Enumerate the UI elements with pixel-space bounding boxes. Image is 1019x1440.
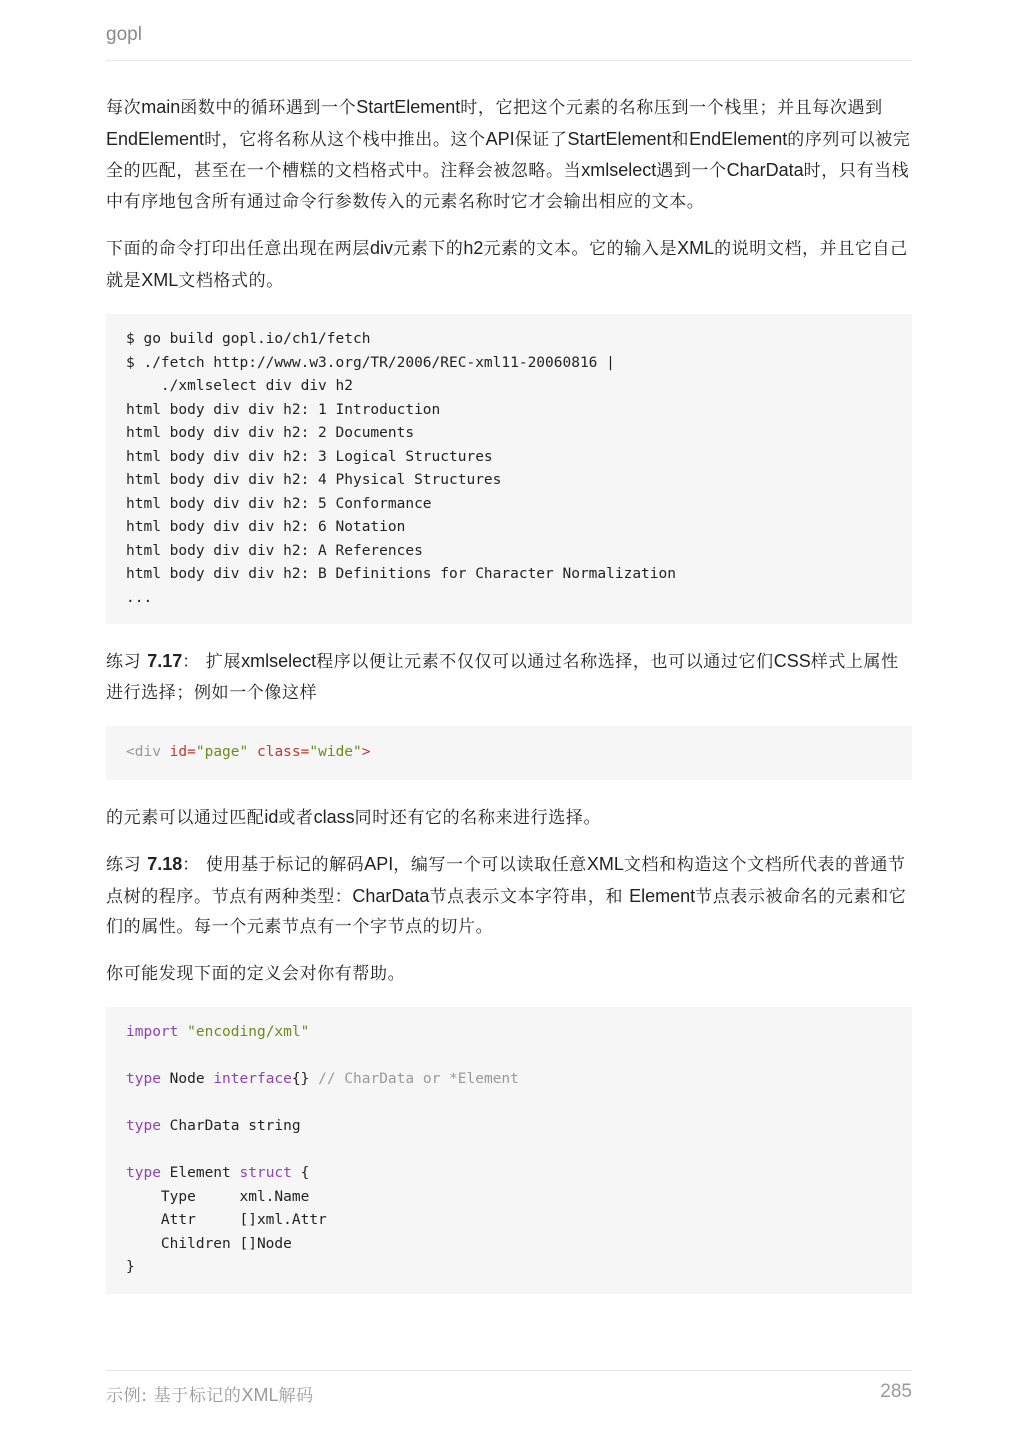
text-run: 的序列可以被完全的匹配，甚至在一个槽糕的文档格式中。注释会被忽略。当 xyxy=(106,129,911,181)
code-block-html-div xyxy=(106,726,912,780)
code-token: > xyxy=(361,744,371,760)
code-line xyxy=(126,1212,327,1228)
code-line xyxy=(126,1165,309,1181)
text-run: 节点表示文本字符串，和 xyxy=(429,886,630,907)
chapter-link[interactable] xyxy=(106,1381,314,1406)
code-line xyxy=(126,566,676,582)
text-run: 时，它将名称从这个栈中推出。这个 xyxy=(204,129,486,150)
paragraph-hint xyxy=(106,959,912,990)
code-line xyxy=(126,331,370,347)
code-line xyxy=(126,1236,292,1252)
code-line xyxy=(126,590,152,606)
inline-term: EndElement xyxy=(106,128,205,149)
code-token: interface xyxy=(213,1071,292,1087)
inline-term: API xyxy=(485,128,515,149)
code-line xyxy=(126,496,432,512)
code-block-fetch-output xyxy=(106,314,912,624)
text-run: 下面的命令打印出任意出现在两层 xyxy=(106,239,370,259)
code-token: html body div div h2: 1 Introduction xyxy=(126,401,441,418)
code-token: ./xmlselect div div h2 xyxy=(126,378,353,394)
text-run: ： 使用基于标记的解码 xyxy=(182,855,365,875)
inline-term: CharData xyxy=(726,160,804,180)
text-run: 程序以便让元素不仅仅可以通过名称选择，也可以通过它们 xyxy=(316,652,774,672)
text-run: 元素下的 xyxy=(393,239,464,259)
code-token: type xyxy=(126,1071,161,1087)
inline-term: XML xyxy=(586,854,624,874)
text-run: 或者 xyxy=(278,807,314,828)
code-token: "wide" xyxy=(309,744,362,760)
code-token: <div xyxy=(126,744,161,760)
text-run: 你可能发现下面的定义会对你有帮助。 xyxy=(106,963,406,984)
text-run: 元素的文本。它的输入是 xyxy=(483,239,678,259)
code-line xyxy=(126,1259,135,1275)
text-run: 时，它把这个元素的名称压到一个栈里；并且每次遇到 xyxy=(460,98,883,118)
page-footer xyxy=(106,1370,912,1417)
inline-term: class xyxy=(313,806,355,827)
text-run: 的元素可以通过匹配 xyxy=(106,807,265,828)
text-run: 保证了 xyxy=(514,129,568,150)
code-token: { xyxy=(291,1165,310,1181)
inline-term: CSS xyxy=(773,651,811,671)
code-token: Element xyxy=(160,1165,240,1181)
code-token xyxy=(178,1024,187,1040)
code-token: ... xyxy=(126,589,153,606)
code-line xyxy=(126,402,440,418)
text-run: 函数中的循环遇到一个 xyxy=(180,98,357,118)
code-line xyxy=(126,425,414,441)
code-token: type xyxy=(126,1118,161,1134)
code-token: "encoding/xml" xyxy=(187,1024,310,1040)
code-line xyxy=(126,355,615,371)
page-header xyxy=(106,24,912,61)
code-token: Children []Node xyxy=(126,1235,292,1252)
chapter-prefix: 示例: 基于标记的 xyxy=(106,1386,242,1406)
code-token: Attr []xml.Attr xyxy=(126,1212,327,1228)
text-run: 的说明文档，并且它自己就是 xyxy=(106,239,908,291)
code-line xyxy=(126,1024,309,1040)
exercise-7-18 xyxy=(106,849,912,943)
exercise-number: 7.18 xyxy=(147,854,183,874)
code-line xyxy=(126,1189,309,1205)
inline-term: EndElement xyxy=(689,128,788,149)
page-number: 285 xyxy=(880,1381,912,1402)
code-token: id= xyxy=(169,744,196,760)
text-run: ，编写一个可以读取任意 xyxy=(393,855,587,875)
code-line xyxy=(126,543,423,559)
code-token xyxy=(248,744,257,760)
paragraph-stack-explanation xyxy=(106,92,912,217)
code-token: html body div div h2: A References xyxy=(126,542,423,559)
chapter-suffix: 解码 xyxy=(278,1386,314,1406)
inline-term: StartElement xyxy=(356,97,461,117)
code-block-go-definitions xyxy=(106,1007,912,1294)
text-run: 同时还有它的名称来进行选择。 xyxy=(354,807,602,828)
text-run: 每次 xyxy=(106,98,142,118)
exercise-number: 7.17 xyxy=(147,651,183,671)
page-content xyxy=(106,92,912,1294)
code-token: CharData string xyxy=(160,1118,301,1134)
text-run: 节点表示被命名的元素和它们的属性。每一个元素节点有一个字节点的切片。 xyxy=(106,886,907,937)
text-run: 练习 xyxy=(106,855,148,875)
code-token: Type xml.Name xyxy=(126,1188,310,1205)
inline-term: XML xyxy=(141,269,179,290)
exercise-7-17 xyxy=(106,646,912,708)
code-line xyxy=(126,744,371,760)
text-run: ： 扩展 xyxy=(182,652,242,672)
text-run: 文档和构造这个文档所代表的普通节点树的程序。节点有两种类型： xyxy=(106,855,906,907)
code-token: import xyxy=(126,1024,179,1040)
inline-term: Element xyxy=(629,885,696,906)
text-run: 时，只有当栈中有序地包含所有通过命令行参数传入的元素名称时它才会输出相应的文本。 xyxy=(106,161,910,212)
code-token: "page" xyxy=(195,744,249,760)
code-token: html body div div h2: B Definitions for Character Normalization xyxy=(126,566,676,582)
inline-term: div xyxy=(370,238,394,258)
paragraph-command-intro xyxy=(106,233,912,296)
code-token: // CharData or *Element xyxy=(318,1071,519,1087)
code-token: type xyxy=(126,1165,161,1181)
text-run: 文档格式的。 xyxy=(178,270,284,291)
book-title: gopl xyxy=(106,24,142,45)
inline-term: id xyxy=(264,806,279,827)
code-token: html body div div h2: 5 Conformance xyxy=(126,495,432,512)
inline-term: API xyxy=(364,854,394,874)
code-token: } xyxy=(126,1259,135,1275)
text-run: 练习 xyxy=(106,652,148,672)
inline-term: h2 xyxy=(463,238,484,258)
code-line xyxy=(126,1071,519,1087)
inline-term: xmlselect xyxy=(241,651,317,671)
code-line xyxy=(126,519,405,535)
text-run: 遇到一个 xyxy=(656,161,727,181)
code-line xyxy=(126,449,493,465)
chapter-xml: XML xyxy=(241,1385,279,1405)
code-token: $ ./fetch http://www.w3.org/TR/2006/REC-xml11-20060816 | xyxy=(126,354,615,371)
code-token: Node xyxy=(160,1071,214,1087)
inline-term: CharData xyxy=(352,885,430,906)
paragraph-selection-note xyxy=(106,802,912,834)
code-token xyxy=(161,744,170,760)
code-token: $ go build gopl.io/ch1/fetch xyxy=(126,331,371,347)
code-token: class= xyxy=(256,744,310,760)
code-line xyxy=(126,1118,301,1134)
code-line xyxy=(126,378,353,394)
code-token: html body div div h2: 6 Notation xyxy=(126,519,406,535)
code-token: html body div div h2: 4 Physical Structures xyxy=(126,472,502,488)
inline-term: XML xyxy=(677,238,715,258)
inline-term: xmlselect xyxy=(581,160,657,180)
code-token: html body div div h2: 2 Documents xyxy=(126,425,415,441)
inline-term: main xyxy=(141,97,181,117)
inline-term: StartElement xyxy=(567,128,672,149)
code-line xyxy=(126,472,501,488)
text-run: 样式上属性进行选择；例如一个像这样 xyxy=(106,652,899,703)
code-token: html body div div h2: 3 Logical Structures xyxy=(126,448,493,465)
code-token: struct xyxy=(239,1165,292,1181)
text-run: 和 xyxy=(671,129,690,150)
code-token: {} xyxy=(291,1071,319,1087)
